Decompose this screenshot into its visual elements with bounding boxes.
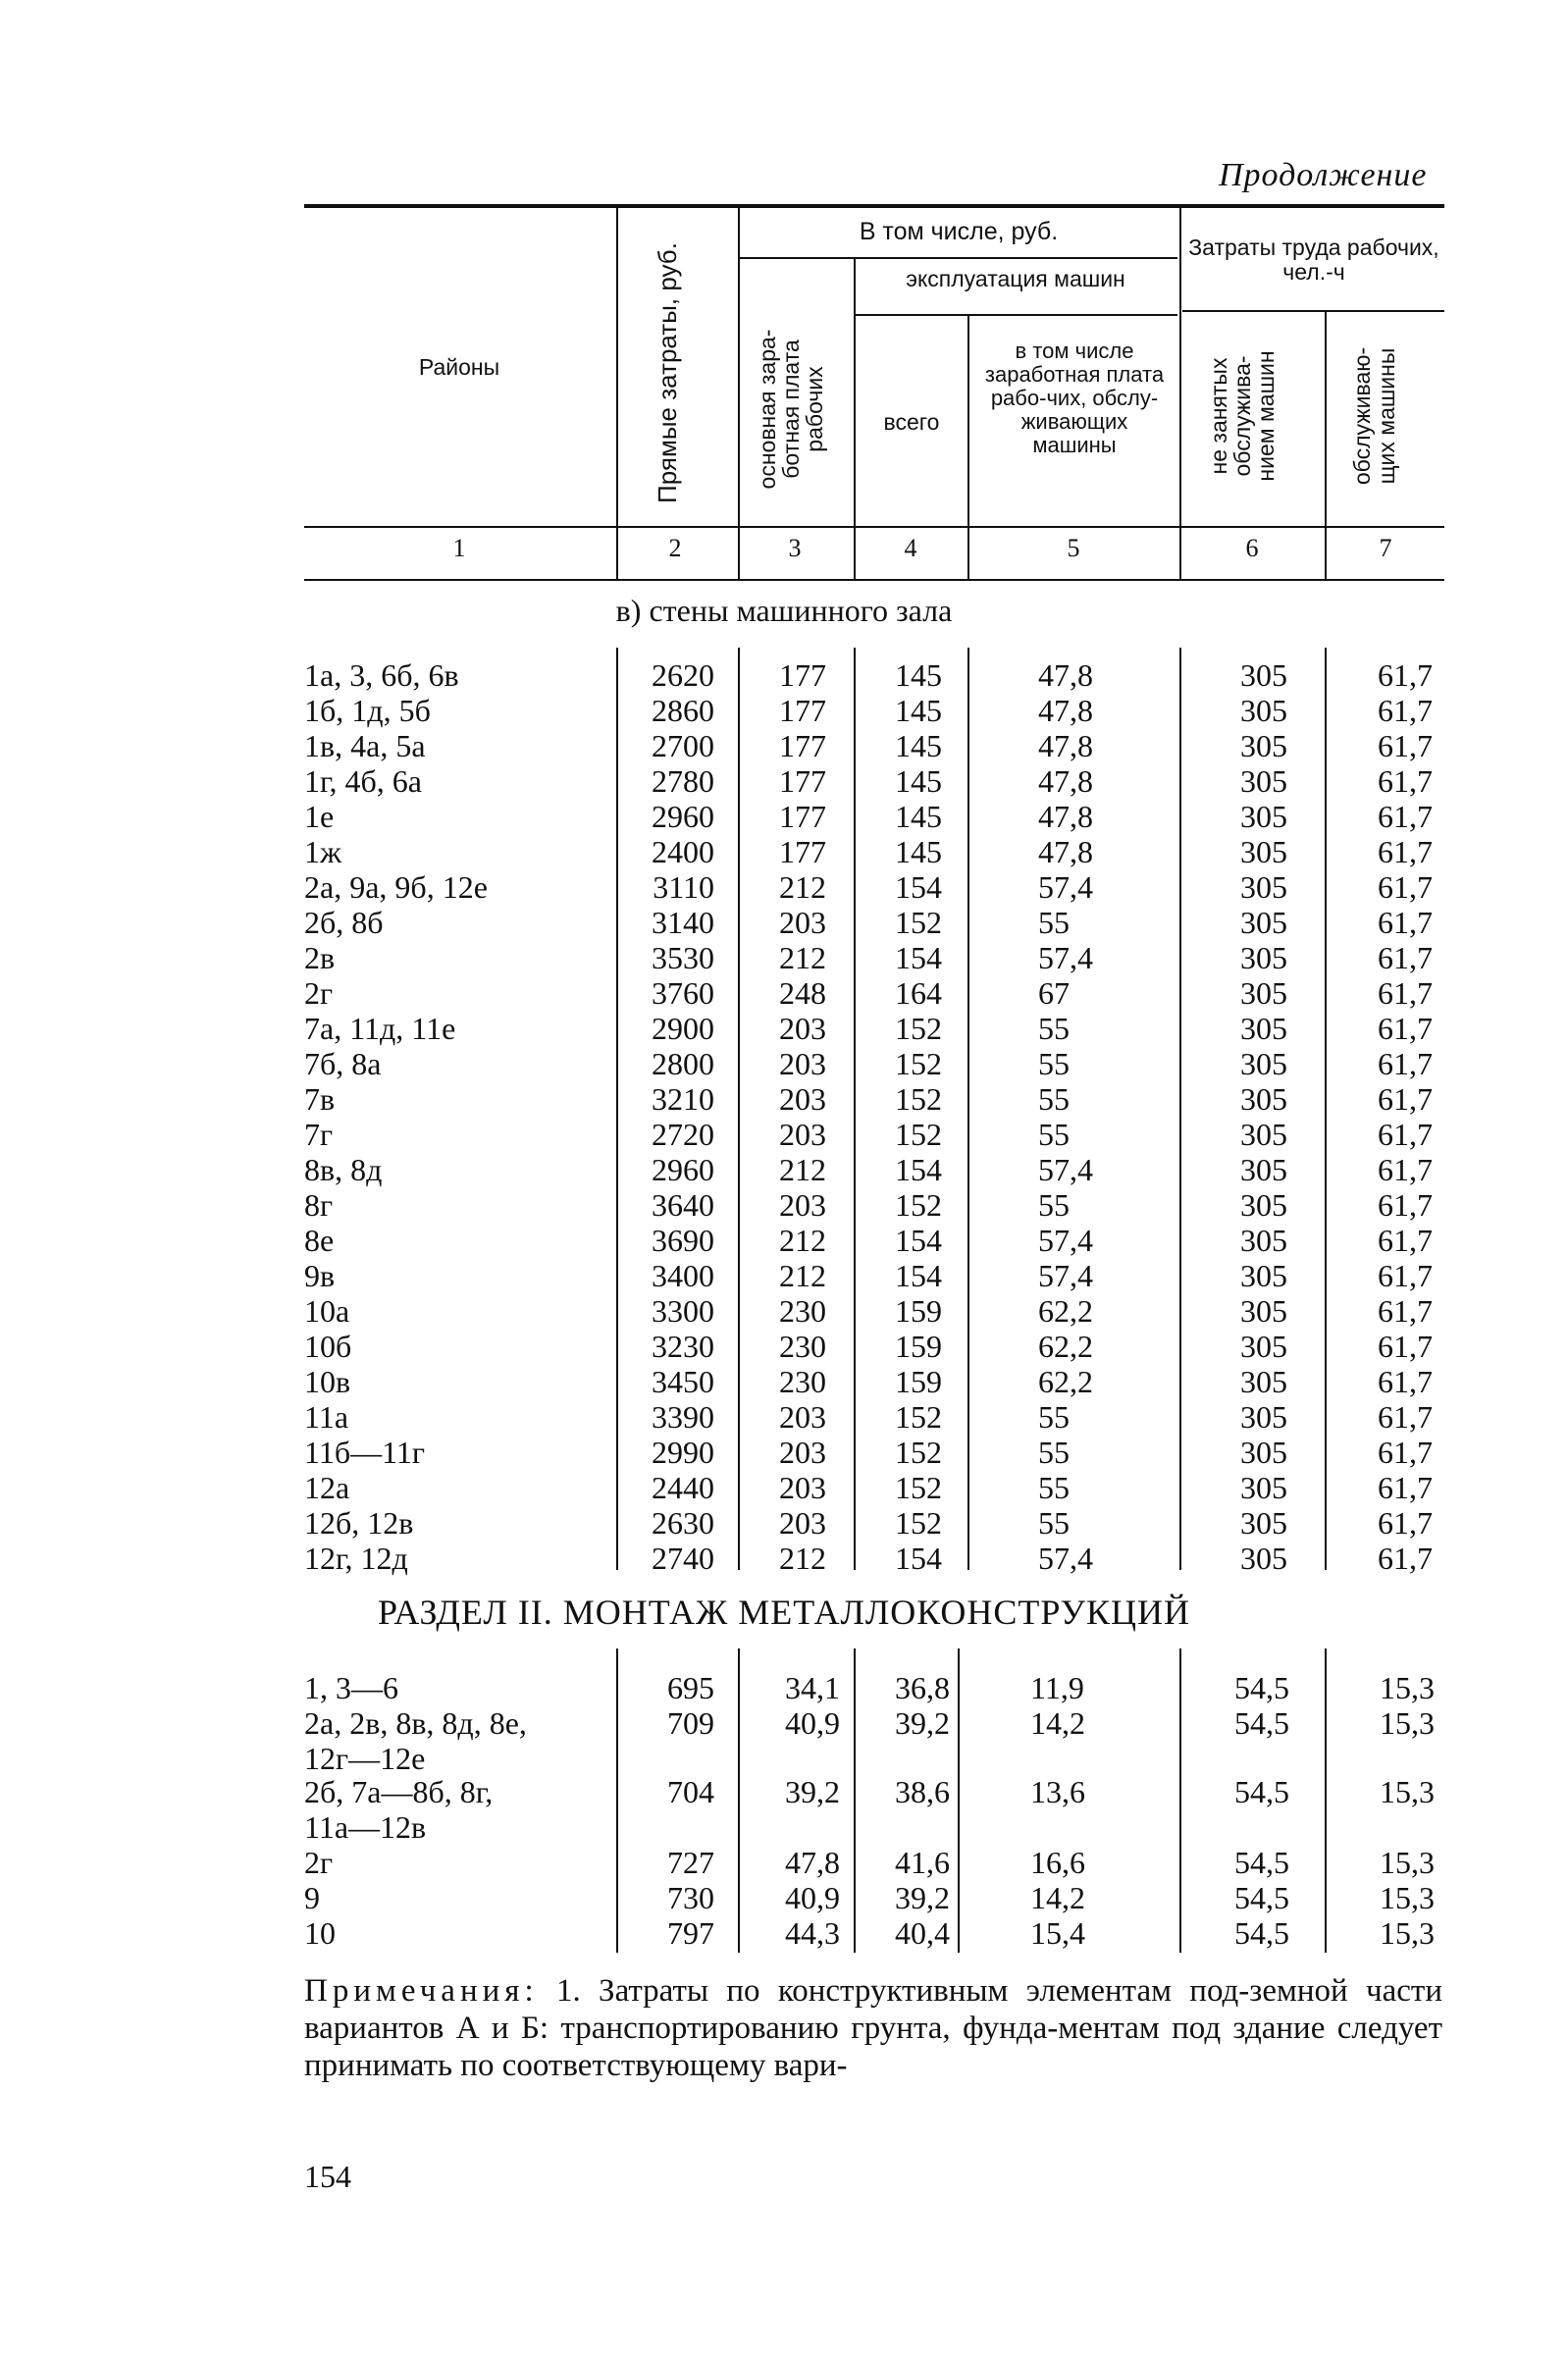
- zp-cell: 55: [1038, 1117, 1070, 1152]
- pryamye-cell: 730: [667, 1880, 714, 1915]
- zp-cell: 55: [1038, 1046, 1070, 1081]
- vsego-cell: 154: [895, 869, 942, 905]
- zatraty-rule: [1182, 310, 1444, 312]
- header-ne-zanyatyh: не занятых обслужива- нием машин: [1206, 350, 1279, 482]
- obsluzh-cell: 15,3: [1380, 1915, 1435, 1951]
- notes-paragraph: [304, 1972, 1442, 2084]
- rayon-cell: 7г: [304, 1117, 334, 1152]
- ne-zanyatyh-cell: 305: [1240, 1505, 1287, 1541]
- osnovnaya-cell: 177: [779, 834, 826, 869]
- table-row: [0, 1117, 1568, 1152]
- obsluzh-cell: 61,7: [1378, 1152, 1433, 1187]
- ne-zanyatyh-cell: 305: [1240, 975, 1287, 1011]
- ne-zanyatyh-cell: 305: [1240, 1364, 1287, 1399]
- table-row: [0, 1293, 1568, 1329]
- zp-cell: 47,8: [1038, 834, 1093, 869]
- pryamye-cell: 3530: [652, 940, 714, 975]
- vsego-cell: 154: [895, 1223, 942, 1258]
- pryamye-cell: 2720: [652, 1117, 714, 1152]
- obsluzh-cell: 61,7: [1378, 1011, 1433, 1046]
- section-2-title: РАЗДЕЛ II. МОНТАЖ МЕТАЛЛОКОНСТРУКЦИЙ: [377, 1593, 1191, 1632]
- ne-zanyatyh-cell: 305: [1240, 1223, 1287, 1258]
- obsluzh-cell: 61,7: [1378, 1258, 1433, 1293]
- vsego-cell: 152: [895, 1505, 942, 1541]
- table-row: [0, 728, 1568, 763]
- vsego-cell: 152: [895, 905, 942, 940]
- table-row: [0, 1774, 1568, 1845]
- osnovnaya-cell: 212: [779, 1152, 826, 1187]
- table-row: [0, 1223, 1568, 1258]
- ne-zanyatyh-cell: 305: [1240, 1117, 1287, 1152]
- vsego-cell: 39,2: [895, 1880, 950, 1915]
- table-row: [0, 1152, 1568, 1187]
- osnovnaya-cell: 212: [779, 1258, 826, 1293]
- rayon-cell: 2г: [304, 1845, 334, 1880]
- table-row: [0, 1845, 1568, 1880]
- obsluzh-cell: 61,7: [1378, 905, 1433, 940]
- obsluzh-cell: 61,7: [1378, 728, 1433, 763]
- ne-zanyatyh-cell: 54,5: [1234, 1845, 1289, 1880]
- colnum-1: 1: [452, 534, 466, 562]
- ekspluatatsiya-rule: [854, 314, 1177, 316]
- header-vline-5: [1179, 208, 1181, 581]
- obsluzh-cell: 61,7: [1378, 1541, 1433, 1576]
- rayon-cell: 2б, 8б: [304, 905, 384, 940]
- header-mid-rule: [304, 526, 1444, 528]
- obsluzh-cell: 61,7: [1378, 1329, 1433, 1364]
- obsluzh-cell: 61,7: [1378, 1435, 1433, 1470]
- vsego-cell: 152: [895, 1117, 942, 1152]
- vsego-cell: 145: [895, 693, 942, 728]
- zp-cell: 55: [1038, 1081, 1070, 1117]
- header-v-tom-chisle-zp: в том числе заработная плата рабо-чих, обслу-живающих машины: [984, 339, 1165, 457]
- pryamye-cell: 3300: [652, 1293, 714, 1329]
- rayon-cell: 1е: [304, 799, 335, 834]
- osnovnaya-cell: 177: [779, 657, 826, 693]
- osnovnaya-cell: 203: [779, 1470, 826, 1505]
- rayon-cell: 9в: [304, 1258, 336, 1293]
- vsego-cell: 164: [895, 975, 942, 1011]
- pryamye-cell: 3210: [652, 1081, 714, 1117]
- rayon-cell: 12г, 12д: [304, 1541, 408, 1576]
- pryamye-cell: 797: [667, 1915, 714, 1951]
- vsego-cell: 40,4: [895, 1915, 950, 1951]
- header-osnovnaya: основная зара- ботная плата рабочих: [755, 329, 827, 490]
- rayon-cell: 7б, 8а: [304, 1046, 382, 1081]
- zp-cell: 15,4: [1030, 1915, 1085, 1951]
- obsluzh-cell: 61,7: [1378, 763, 1433, 799]
- zp-cell: 55: [1038, 1011, 1070, 1046]
- zp-cell: 13,6: [1030, 1774, 1085, 1809]
- osnovnaya-cell: 203: [779, 1187, 826, 1223]
- table-row: [0, 1915, 1568, 1951]
- pryamye-cell: 2700: [652, 728, 714, 763]
- colnum-6: 6: [1245, 534, 1259, 562]
- ne-zanyatyh-cell: 305: [1240, 834, 1287, 869]
- ne-zanyatyh-cell: 54,5: [1234, 1915, 1289, 1951]
- pryamye-cell: 2630: [652, 1505, 714, 1541]
- vsego-cell: 152: [895, 1399, 942, 1435]
- vsego-cell: 145: [895, 799, 942, 834]
- table-row: [0, 657, 1568, 693]
- osnovnaya-cell: 203: [779, 1505, 826, 1541]
- colnum-3: 3: [788, 534, 802, 562]
- pryamye-cell: 2620: [652, 657, 714, 693]
- pryamye-cell: 3110: [653, 869, 714, 905]
- table-row: [0, 1435, 1568, 1470]
- osnovnaya-cell: 248: [779, 975, 826, 1011]
- ne-zanyatyh-cell: 305: [1240, 1399, 1287, 1435]
- obsluzh-cell: 61,7: [1378, 799, 1433, 834]
- osnovnaya-cell: 177: [779, 763, 826, 799]
- table-row: [0, 1505, 1568, 1541]
- rayon-cell: 2г: [304, 975, 334, 1011]
- obsluzh-cell: 61,7: [1378, 869, 1433, 905]
- rayon-cell: 2в: [304, 940, 336, 975]
- pryamye-cell: 727: [667, 1845, 714, 1880]
- osnovnaya-cell: 40,9: [785, 1880, 840, 1915]
- obsluzh-cell: 61,7: [1378, 1364, 1433, 1399]
- rayon-cell: 10: [304, 1915, 336, 1951]
- osnovnaya-cell: 230: [779, 1364, 826, 1399]
- table-row: [0, 1705, 1568, 1776]
- rayon-cell: 8е: [304, 1223, 335, 1258]
- obsluzh-cell: 15,3: [1380, 1774, 1435, 1809]
- osnovnaya-cell: 230: [779, 1329, 826, 1364]
- ne-zanyatyh-cell: 54,5: [1234, 1774, 1289, 1809]
- pryamye-cell: 3230: [652, 1329, 714, 1364]
- zp-cell: 14,2: [1030, 1705, 1085, 1741]
- zp-cell: 57,4: [1038, 1223, 1093, 1258]
- table-row: [0, 1081, 1568, 1117]
- vsego-cell: 39,2: [895, 1705, 950, 1741]
- pryamye-cell: 2860: [652, 693, 714, 728]
- zp-cell: 55: [1038, 1470, 1070, 1505]
- colnum-4: 4: [904, 534, 917, 562]
- rayon-cell: 12а: [304, 1470, 350, 1505]
- table-row: [0, 1880, 1568, 1915]
- ne-zanyatyh-cell: 305: [1240, 763, 1287, 799]
- osnovnaya-cell: 203: [779, 1011, 826, 1046]
- rayon-cell: 10в: [304, 1364, 351, 1399]
- vsego-cell: 145: [895, 657, 942, 693]
- zp-cell: 57,4: [1038, 1258, 1093, 1293]
- zp-cell: 55: [1038, 1505, 1070, 1541]
- rayon-cell: 7а, 11д, 11е: [304, 1011, 456, 1046]
- table-row: [0, 1329, 1568, 1364]
- table-row: [0, 1670, 1568, 1705]
- osnovnaya-cell: 230: [779, 1293, 826, 1329]
- table-row: [0, 1541, 1568, 1576]
- zp-cell: 55: [1038, 1435, 1070, 1470]
- colnum-7: 7: [1379, 534, 1392, 562]
- osnovnaya-cell: 177: [779, 799, 826, 834]
- rayon-cell: 11б—11г: [304, 1435, 426, 1470]
- zp-cell: 57,4: [1038, 940, 1093, 975]
- osnovnaya-cell: 212: [779, 1541, 826, 1576]
- ne-zanyatyh-cell: 54,5: [1234, 1670, 1289, 1705]
- zp-cell: 62,2: [1038, 1293, 1093, 1329]
- vsego-cell: 145: [895, 834, 942, 869]
- rayon-cell: 9: [304, 1880, 320, 1915]
- header-vline-1: [616, 208, 618, 581]
- table-row: [0, 1187, 1568, 1223]
- header-vline-4: [967, 314, 969, 581]
- pryamye-cell: 2400: [652, 834, 714, 869]
- rayon-cell: 11а: [304, 1399, 349, 1435]
- header-pryamye: Прямые затраты, руб.: [653, 242, 682, 503]
- rayon-cell: 10а: [304, 1293, 350, 1329]
- note-label: Примечания:: [304, 1973, 539, 2009]
- obsluzh-cell: 61,7: [1378, 693, 1433, 728]
- pryamye-cell: 3760: [652, 975, 714, 1011]
- ne-zanyatyh-cell: 305: [1240, 1258, 1287, 1293]
- rayon-cell: 2а, 2в, 8в, 8д, 8е,: [304, 1705, 527, 1741]
- rayon-cell: 2а, 9а, 9б, 12е: [304, 869, 488, 905]
- osnovnaya-cell: 203: [779, 1435, 826, 1470]
- ne-zanyatyh-cell: 305: [1240, 657, 1287, 693]
- vsego-cell: 159: [895, 1364, 942, 1399]
- ne-zanyatyh-cell: 305: [1240, 693, 1287, 728]
- vsego-cell: 152: [895, 1046, 942, 1081]
- table-row: [0, 1470, 1568, 1505]
- zp-cell: 47,8: [1038, 728, 1093, 763]
- zp-cell: 57,4: [1038, 869, 1093, 905]
- note-text: 1. Затраты по конструктивным элементам под-земной части вариантов А и Б: транспортированию грунта, фунда-ментам под здание следует принимать по соответствующему вари-: [304, 1973, 1442, 2083]
- colnum-2: 2: [668, 534, 682, 562]
- osnovnaya-cell: 40,9: [785, 1705, 840, 1741]
- osnovnaya-cell: 44,3: [785, 1915, 840, 1951]
- osnovnaya-cell: 212: [779, 940, 826, 975]
- rayon-cell: 10б: [304, 1329, 352, 1364]
- pryamye-cell: 3390: [652, 1399, 714, 1435]
- ne-zanyatyh-cell: 305: [1240, 940, 1287, 975]
- table-row: [0, 693, 1568, 728]
- osnovnaya-cell: 47,8: [785, 1845, 840, 1880]
- ne-zanyatyh-cell: 305: [1240, 1081, 1287, 1117]
- zp-cell: 11,9: [1030, 1670, 1084, 1705]
- ne-zanyatyh-cell: 305: [1240, 1046, 1287, 1081]
- table-row: [0, 1011, 1568, 1046]
- vsego-cell: 41,6: [895, 1845, 950, 1880]
- rayon-cell: 1, 3—6: [304, 1670, 398, 1705]
- pryamye-cell: 3690: [652, 1223, 714, 1258]
- vsego-cell: 38,6: [895, 1774, 950, 1809]
- table-row: [0, 1258, 1568, 1293]
- obsluzh-cell: 61,7: [1378, 834, 1433, 869]
- zp-cell: 57,4: [1038, 1541, 1093, 1576]
- ne-zanyatyh-cell: 305: [1240, 1152, 1287, 1187]
- vsego-cell: 152: [895, 1435, 942, 1470]
- ne-zanyatyh-cell: 305: [1240, 1293, 1287, 1329]
- obsluzh-cell: 15,3: [1380, 1705, 1435, 1741]
- pryamye-cell: 3450: [652, 1364, 714, 1399]
- obsluzh-cell: 15,3: [1380, 1845, 1435, 1880]
- ne-zanyatyh-cell: 305: [1240, 1187, 1287, 1223]
- obsluzh-cell: 61,7: [1378, 1293, 1433, 1329]
- table-row: [0, 905, 1568, 940]
- rayon-cell: 7в: [304, 1081, 336, 1117]
- table-row: [0, 1364, 1568, 1399]
- table-row: [0, 869, 1568, 905]
- rayon-cell: 1а, 3, 6б, 6в: [304, 657, 459, 693]
- obsluzh-cell: 61,7: [1378, 1223, 1433, 1258]
- osnovnaya-cell: 203: [779, 1117, 826, 1152]
- v-tom-chisle-rule: [738, 257, 1177, 259]
- pryamye-cell: 2960: [652, 799, 714, 834]
- zp-cell: 62,2: [1038, 1364, 1093, 1399]
- rayon-cell-continued: 12г—12е: [304, 1741, 426, 1776]
- rayon-cell: 8в, 8д: [304, 1152, 383, 1187]
- zp-cell: 47,8: [1038, 799, 1093, 834]
- pryamye-cell: 2800: [652, 1046, 714, 1081]
- pryamye-cell: 2440: [652, 1470, 714, 1505]
- pryamye-cell: 704: [667, 1774, 714, 1809]
- vsego-cell: 36,8: [895, 1670, 950, 1705]
- zp-cell: 55: [1038, 1187, 1070, 1223]
- obsluzh-cell: 15,3: [1380, 1880, 1435, 1915]
- ne-zanyatyh-cell: 305: [1240, 1329, 1287, 1364]
- vsego-cell: 159: [895, 1293, 942, 1329]
- table-row: [0, 763, 1568, 799]
- header-v-tom-chisle: В том числе, руб.: [859, 218, 1059, 245]
- vsego-cell: 152: [895, 1187, 942, 1223]
- zp-cell: 55: [1038, 905, 1070, 940]
- vsego-cell: 145: [895, 763, 942, 799]
- zp-cell: 14,2: [1030, 1880, 1085, 1915]
- obsluzh-cell: 61,7: [1378, 1399, 1433, 1435]
- rayon-cell: 12б, 12в: [304, 1505, 414, 1541]
- pryamye-cell: 3140: [652, 905, 714, 940]
- pryamye-cell: 2900: [652, 1011, 714, 1046]
- vsego-cell: 154: [895, 1258, 942, 1293]
- continuation-label: Продолжение: [1219, 157, 1428, 193]
- pryamye-cell: 2740: [652, 1541, 714, 1576]
- obsluzh-cell: 61,7: [1378, 1046, 1433, 1081]
- ne-zanyatyh-cell: 305: [1240, 1435, 1287, 1470]
- ne-zanyatyh-cell: 305: [1240, 905, 1287, 940]
- header-vline-6: [1325, 310, 1327, 581]
- table-row: [0, 1046, 1568, 1081]
- obsluzh-cell: 61,7: [1378, 1117, 1433, 1152]
- ne-zanyatyh-cell: 54,5: [1234, 1705, 1289, 1741]
- rayon-cell: 1в, 4а, 5а: [304, 728, 426, 763]
- zp-cell: 16,6: [1030, 1845, 1085, 1880]
- ne-zanyatyh-cell: 305: [1240, 799, 1287, 834]
- obsluzh-cell: 15,3: [1380, 1670, 1435, 1705]
- colnum-5: 5: [1067, 534, 1080, 562]
- pryamye-cell: 3640: [652, 1187, 714, 1223]
- section-v-title: в) стены машинного зала: [615, 593, 953, 628]
- osnovnaya-cell: 177: [779, 728, 826, 763]
- rayon-cell: 8г: [304, 1187, 334, 1223]
- vsego-cell: 152: [895, 1081, 942, 1117]
- header-vline-2: [738, 208, 740, 581]
- osnovnaya-cell: 203: [779, 1399, 826, 1435]
- ne-zanyatyh-cell: 54,5: [1234, 1880, 1289, 1915]
- header-obsluzhivayuschih: обслуживаю- щих машины: [1349, 346, 1399, 486]
- osnovnaya-cell: 212: [779, 1223, 826, 1258]
- zp-cell: 67: [1038, 975, 1070, 1011]
- ne-zanyatyh-cell: 305: [1240, 869, 1287, 905]
- zp-cell: 55: [1038, 1399, 1070, 1435]
- table-row: [0, 975, 1568, 1011]
- osnovnaya-cell: 203: [779, 1081, 826, 1117]
- vsego-cell: 154: [895, 1541, 942, 1576]
- header-rayony: Районы: [418, 354, 500, 380]
- header-ekspluatatsiya: эксплуатация машин: [906, 266, 1125, 291]
- rayon-cell: 1ж: [304, 834, 342, 869]
- pryamye-cell: 2960: [652, 1152, 714, 1187]
- osnovnaya-cell: 203: [779, 905, 826, 940]
- osnovnaya-cell: 39,2: [785, 1774, 840, 1809]
- osnovnaya-cell: 203: [779, 1046, 826, 1081]
- header-top-rule: [304, 204, 1444, 208]
- header-vsego: всего: [883, 409, 940, 435]
- vsego-cell: 154: [895, 1152, 942, 1187]
- obsluzh-cell: 61,7: [1378, 975, 1433, 1011]
- zp-cell: 47,8: [1038, 657, 1093, 693]
- vsego-cell: 152: [895, 1470, 942, 1505]
- obsluzh-cell: 61,7: [1378, 1505, 1433, 1541]
- rayon-cell: 2б, 7а—8б, 8г,: [304, 1774, 494, 1809]
- page-number: 154: [304, 2159, 351, 2194]
- obsluzh-cell: 61,7: [1378, 1470, 1433, 1505]
- zp-cell: 47,8: [1038, 763, 1093, 799]
- vsego-cell: 154: [895, 940, 942, 975]
- table-row: [0, 1399, 1568, 1435]
- ne-zanyatyh-cell: 305: [1240, 1541, 1287, 1576]
- rayon-cell-continued: 11а—12в: [304, 1809, 427, 1845]
- zp-cell: 57,4: [1038, 1152, 1093, 1187]
- ne-zanyatyh-cell: 305: [1240, 728, 1287, 763]
- pryamye-cell: 2990: [652, 1435, 714, 1470]
- rayon-cell: 1г, 4б, 6а: [304, 763, 422, 799]
- vsego-cell: 159: [895, 1329, 942, 1364]
- zp-cell: 47,8: [1038, 693, 1093, 728]
- obsluzh-cell: 61,7: [1378, 1081, 1433, 1117]
- pryamye-cell: 3400: [652, 1258, 714, 1293]
- rayon-cell: 1б, 1д, 5б: [304, 693, 431, 728]
- table-row: [0, 940, 1568, 975]
- vsego-cell: 145: [895, 728, 942, 763]
- header-bottom-rule: [304, 579, 1444, 581]
- zp-cell: 62,2: [1038, 1329, 1093, 1364]
- pryamye-cell: 709: [667, 1705, 714, 1741]
- table-row: [0, 799, 1568, 834]
- pryamye-cell: 695: [667, 1670, 714, 1705]
- obsluzh-cell: 61,7: [1378, 940, 1433, 975]
- table-row: [0, 834, 1568, 869]
- osnovnaya-cell: 212: [779, 869, 826, 905]
- vsego-cell: 152: [895, 1011, 942, 1046]
- obsluzh-cell: 61,7: [1378, 1187, 1433, 1223]
- osnovnaya-cell: 177: [779, 693, 826, 728]
- osnovnaya-cell: 34,1: [785, 1670, 840, 1705]
- ne-zanyatyh-cell: 305: [1240, 1011, 1287, 1046]
- header-zatraty-truda: Затраты труда рабочих, чел.-ч: [1188, 235, 1439, 285]
- obsluzh-cell: 61,7: [1378, 657, 1433, 693]
- ne-zanyatyh-cell: 305: [1240, 1470, 1287, 1505]
- pryamye-cell: 2780: [652, 763, 714, 799]
